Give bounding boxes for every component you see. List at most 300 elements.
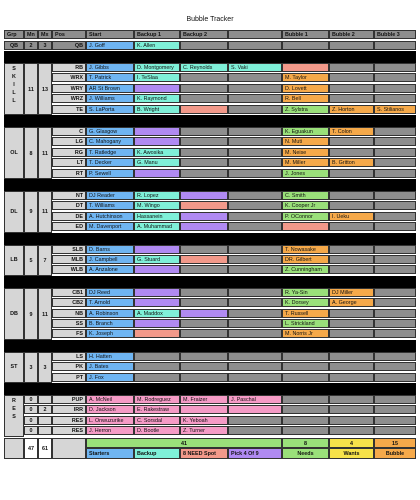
- total-bubble-2[interactable]: 4: [329, 438, 374, 449]
- skill-row-bubble-1[interactable]: Z. Sylstra: [282, 105, 329, 114]
- skill-row-bubble-2[interactable]: [329, 63, 374, 72]
- lb-row-bubble-2[interactable]: [329, 245, 374, 254]
- qb-bubble-2[interactable]: [329, 41, 374, 50]
- st-row-bubble-2[interactable]: [329, 373, 374, 382]
- skill-row-pos[interactable]: WRY: [52, 84, 86, 93]
- header-mn[interactable]: Mn: [24, 30, 38, 39]
- db-row-pos[interactable]: SS: [52, 319, 86, 328]
- skill-row-backup-2[interactable]: [180, 73, 228, 82]
- lb-row-pos[interactable]: MLB: [52, 255, 86, 264]
- db-min[interactable]: 9: [24, 288, 38, 340]
- st-row-backup-3[interactable]: [228, 352, 282, 361]
- total-roster[interactable]: 41: [86, 438, 282, 449]
- dl-max[interactable]: 11: [38, 191, 52, 233]
- ol-row-bubble-1[interactable]: M. Neise: [282, 148, 329, 157]
- ol-row-bubble-3[interactable]: [374, 169, 416, 178]
- st-row-bubble-1[interactable]: [282, 362, 329, 371]
- skill-row-bubble-2[interactable]: [329, 94, 374, 103]
- db-row-bubble-1[interactable]: T. Russell: [282, 309, 329, 318]
- ol-row-backup-1[interactable]: G. Manu: [134, 158, 180, 167]
- lb-row-backup-1[interactable]: G. Stuard: [134, 255, 180, 264]
- total-max[interactable]: 61: [38, 438, 52, 459]
- res-row-start[interactable]: D. Jackson: [86, 405, 134, 414]
- db-row-backup-1[interactable]: [134, 298, 180, 307]
- skill-row-bubble-1[interactable]: M. Taylor: [282, 73, 329, 82]
- lb-row-bubble-3[interactable]: [374, 245, 416, 254]
- header-bubble-2[interactable]: Bubble 2: [329, 30, 374, 39]
- ol-row-bubble-3[interactable]: [374, 158, 416, 167]
- res-group-label: R E S: [12, 398, 16, 420]
- skill-min[interactable]: 11: [24, 63, 38, 115]
- res-row-backup-1[interactable]: D. Bootle: [134, 426, 180, 435]
- db-row-bubble-2[interactable]: DJ Miller: [329, 288, 374, 297]
- db-row-bubble-2[interactable]: A. George: [329, 298, 374, 307]
- dl-row-bubble-1[interactable]: K. Cooper Jr: [282, 201, 329, 210]
- ol-row-bubble-2[interactable]: [329, 169, 374, 178]
- footer-need-spot[interactable]: 8 NEED Spot: [180, 448, 228, 459]
- footer-wants[interactable]: Wants: [329, 448, 374, 459]
- lb-row-bubble-2[interactable]: [329, 255, 374, 264]
- st-row-backup-1[interactable]: [134, 362, 180, 371]
- lb-row-backup-2[interactable]: [180, 265, 228, 274]
- res-row-bubble-1[interactable]: [282, 405, 329, 414]
- skill-row-backup-2[interactable]: [180, 84, 228, 93]
- st-row-start[interactable]: J. Fox: [86, 373, 134, 382]
- dl-row-backup-1[interactable]: M. Wingo: [134, 201, 180, 210]
- skill-row-backup-1[interactable]: [134, 84, 180, 93]
- lb-row-pos[interactable]: SLB: [52, 245, 86, 254]
- db-row-backup-1[interactable]: [134, 319, 180, 328]
- skill-row-backup-2[interactable]: C. Reynolds: [180, 63, 228, 72]
- lb-row-bubble-3[interactable]: [374, 265, 416, 274]
- db-row-start[interactable]: DJ Reed: [86, 288, 134, 297]
- st-row-bubble-3[interactable]: [374, 362, 416, 371]
- res-row-backup-3[interactable]: [228, 416, 282, 425]
- res-row-backup-3[interactable]: [228, 426, 282, 435]
- db-row-pos[interactable]: CB2: [52, 298, 86, 307]
- st-row-pos[interactable]: LS: [52, 352, 86, 361]
- lb-row-bubble-1[interactable]: DR. Gilbert: [282, 255, 329, 264]
- skill-row-start[interactable]: T. Patrick: [86, 73, 134, 82]
- ol-row-pos[interactable]: RG: [52, 148, 86, 157]
- dl-row-start[interactable]: M. Davenport: [86, 222, 134, 231]
- skill-row-backup-2[interactable]: [180, 94, 228, 103]
- total-bubble-1[interactable]: 8: [282, 438, 329, 449]
- skill-row-backup-3[interactable]: [228, 73, 282, 82]
- ol-row-backup-1[interactable]: [134, 137, 180, 146]
- ol-row-bubble-2[interactable]: [329, 137, 374, 146]
- qb-backup-1[interactable]: K. Allen: [134, 41, 180, 50]
- skill-row-backup-1[interactable]: K. Raymond: [134, 94, 180, 103]
- qb-backup-2[interactable]: [180, 41, 228, 50]
- skill-row-bubble-1[interactable]: R. Bell: [282, 94, 329, 103]
- db-row-bubble-3[interactable]: [374, 309, 416, 318]
- st-row-pos[interactable]: PT: [52, 373, 86, 382]
- dl-row-pos[interactable]: NT: [52, 191, 86, 200]
- ol-row-bubble-2[interactable]: [329, 148, 374, 157]
- dl-row-backup-2[interactable]: [180, 191, 228, 200]
- lb-row-bubble-2[interactable]: [329, 265, 374, 274]
- total-min[interactable]: 47: [24, 438, 38, 459]
- res-row-bubble-2[interactable]: [329, 416, 374, 425]
- db-row-backup-3[interactable]: [228, 319, 282, 328]
- dl-row-pos[interactable]: DE: [52, 212, 86, 221]
- section-divider: [4, 276, 416, 288]
- skill-row-start[interactable]: J. Gibbs: [86, 63, 134, 72]
- skill-row-bubble-3[interactable]: [374, 94, 416, 103]
- skill-row-backup-3[interactable]: S. Vaki: [228, 63, 282, 72]
- tracker-sheet: [4, 0, 416, 500]
- total-bubble-3[interactable]: 15: [374, 438, 416, 449]
- ol-row-backup-2[interactable]: [180, 137, 228, 146]
- dl-row-backup-2[interactable]: [180, 212, 228, 221]
- skill-row-start[interactable]: S. LaPorta: [86, 105, 134, 114]
- db-row-bubble-2[interactable]: [329, 319, 374, 328]
- dl-row-start[interactable]: T. Williams: [86, 201, 134, 210]
- ol-row-bubble-1[interactable]: K. Eguakun: [282, 127, 329, 136]
- lb-row-backup-3[interactable]: [228, 265, 282, 274]
- ol-row-backup-1[interactable]: K. Awosika: [134, 148, 180, 157]
- st-row-backup-2[interactable]: [180, 362, 228, 371]
- skill-row-bubble-3[interactable]: [374, 63, 416, 72]
- ol-row-bubble-1[interactable]: N. Muti: [282, 137, 329, 146]
- ol-row-backup-3[interactable]: [228, 148, 282, 157]
- dl-row-backup-3[interactable]: [228, 201, 282, 210]
- res-row-backup-1[interactable]: E. Rakestraw: [134, 405, 180, 414]
- st-min[interactable]: 3: [24, 352, 38, 383]
- skill-row-backup-3[interactable]: [228, 105, 282, 114]
- qb-start[interactable]: J. Goff: [86, 41, 134, 50]
- skill-row-bubble-3[interactable]: [374, 84, 416, 93]
- footer-needs[interactable]: Needs: [282, 448, 329, 459]
- skill-group-label: S K I L L: [12, 66, 16, 104]
- st-row-backup-1[interactable]: [134, 352, 180, 361]
- header-mx[interactable]: Mx: [38, 30, 52, 39]
- qb-bubble-1[interactable]: [282, 41, 329, 50]
- db-row-bubble-3[interactable]: [374, 288, 416, 297]
- skill-row-bubble-1[interactable]: D. Lovett: [282, 84, 329, 93]
- skill-row-backup-2[interactable]: [180, 105, 228, 114]
- lb-row-bubble-1[interactable]: T. Nowasake: [282, 245, 329, 254]
- skill-row-bubble-3[interactable]: [374, 73, 416, 82]
- ol-row-backup-3[interactable]: [228, 158, 282, 167]
- ol-row-pos[interactable]: LT: [52, 158, 86, 167]
- ol-row-pos[interactable]: LG: [52, 137, 86, 146]
- res-row-pos[interactable]: RES: [52, 416, 86, 425]
- lb-row-bubble-1[interactable]: Z. Cunningham: [282, 265, 329, 274]
- db-row-bubble-1[interactable]: L. Strickland: [282, 319, 329, 328]
- res-row-bubble-2[interactable]: [329, 405, 374, 414]
- header-grp[interactable]: Grp: [4, 30, 24, 39]
- res-row-max[interactable]: [38, 416, 52, 425]
- db-row-bubble-1[interactable]: K. Dorsey: [282, 298, 329, 307]
- dl-row-backup-2[interactable]: [180, 201, 228, 210]
- res-row-bubble-1[interactable]: [282, 395, 329, 404]
- ol-row-bubble-3[interactable]: [374, 137, 416, 146]
- st-row-bubble-2[interactable]: [329, 352, 374, 361]
- skill-row-pos[interactable]: TE: [52, 105, 86, 114]
- skill-row-backup-1[interactable]: D. Montgomery: [134, 63, 180, 72]
- lb-row-pos[interactable]: WLB: [52, 265, 86, 274]
- db-row-backup-3[interactable]: [228, 329, 282, 338]
- db-row-bubble-3[interactable]: [374, 298, 416, 307]
- st-row-bubble-3[interactable]: [374, 352, 416, 361]
- skill-row-bubble-3[interactable]: S. Stilianos: [374, 105, 416, 114]
- ol-row-start[interactable]: T. Ratledge: [86, 148, 134, 157]
- ol-row-backup-2[interactable]: [180, 127, 228, 136]
- st-row-backup-2[interactable]: [180, 352, 228, 361]
- dl-row-backup-1[interactable]: Hassanein: [134, 212, 180, 221]
- section-divider: [4, 233, 416, 245]
- ol-row-bubble-1[interactable]: J. Jones: [282, 169, 329, 178]
- ol-row-bubble-1[interactable]: M. Miller: [282, 158, 329, 167]
- totals-blank[interactable]: [4, 438, 24, 459]
- lb-row-start[interactable]: A. Anzalone: [86, 265, 134, 274]
- skill-row-bubble-2[interactable]: Z. Horton: [329, 105, 374, 114]
- ol-row-backup-2[interactable]: [180, 148, 228, 157]
- st-max[interactable]: 3: [38, 352, 52, 383]
- ol-row-backup-3[interactable]: [228, 127, 282, 136]
- db-row-backup-1[interactable]: A. Maddox: [134, 309, 180, 318]
- res-row-min[interactable]: 0: [24, 395, 38, 404]
- res-row-backup-2[interactable]: M. Fraizer: [180, 395, 228, 404]
- section-divider: [4, 115, 416, 127]
- qb-min[interactable]: 2: [24, 41, 38, 50]
- lb-row-backup-2[interactable]: [180, 245, 228, 254]
- st-row-backup-2[interactable]: [180, 373, 228, 382]
- res-row-pos[interactable]: PUP: [52, 395, 86, 404]
- qb-backup-3[interactable]: [228, 41, 282, 50]
- skill-row-bubble-1[interactable]: [282, 63, 329, 72]
- dl-row-bubble-3[interactable]: [374, 191, 416, 200]
- db-max[interactable]: 11: [38, 288, 52, 340]
- footer-bubble[interactable]: Bubble: [374, 448, 416, 459]
- db-row-backup-3[interactable]: [228, 298, 282, 307]
- lb-row-backup-2[interactable]: [180, 255, 228, 264]
- lb-row-start[interactable]: D. Barns: [86, 245, 134, 254]
- dl-row-bubble-2[interactable]: [329, 201, 374, 210]
- db-row-backup-2[interactable]: [180, 288, 228, 297]
- res-row-bubble-1[interactable]: [282, 416, 329, 425]
- dl-row-backup-1[interactable]: A. Muhammad: [134, 222, 180, 231]
- dl-row-bubble-1[interactable]: [282, 222, 329, 231]
- ol-row-start[interactable]: P. Sewell: [86, 169, 134, 178]
- ol-min[interactable]: 8: [24, 127, 38, 179]
- db-row-bubble-1[interactable]: M. Norris Jr: [282, 329, 329, 338]
- res-row-bubble-1[interactable]: [282, 426, 329, 435]
- db-row-backup-3[interactable]: [228, 309, 282, 318]
- lb-row-backup-1[interactable]: [134, 265, 180, 274]
- header-bubble-1[interactable]: Bubble 1: [282, 30, 329, 39]
- lb-max[interactable]: 7: [38, 245, 52, 276]
- db-row-backup-2[interactable]: [180, 309, 228, 318]
- ol-row-bubble-3[interactable]: [374, 148, 416, 157]
- res-row-max[interactable]: 2: [38, 405, 52, 414]
- res-row-max[interactable]: [38, 426, 52, 435]
- st-row-backup-3[interactable]: [228, 373, 282, 382]
- dl-row-backup-3[interactable]: [228, 191, 282, 200]
- skill-row-backup-3[interactable]: [228, 84, 282, 93]
- db-row-backup-1[interactable]: [134, 329, 180, 338]
- ol-row-start[interactable]: T. Decker: [86, 158, 134, 167]
- dl-min[interactable]: 9: [24, 191, 38, 233]
- db-row-bubble-2[interactable]: [329, 309, 374, 318]
- qb-bubble-3[interactable]: [374, 41, 416, 50]
- qb-group[interactable]: QB: [4, 41, 24, 50]
- res-row-bubble-3[interactable]: [374, 405, 416, 414]
- db-row-bubble-3[interactable]: [374, 329, 416, 338]
- skill-max[interactable]: 13: [38, 63, 52, 115]
- dl-row-bubble-2[interactable]: [329, 191, 374, 200]
- ol-row-backup-1[interactable]: [134, 169, 180, 178]
- lb-group-label: LB: [10, 257, 18, 264]
- lb-row-bubble-3[interactable]: [374, 255, 416, 264]
- res-row-backup-2[interactable]: [180, 405, 228, 414]
- lb-row-start[interactable]: J. Campbell: [86, 255, 134, 264]
- dl-row-pos[interactable]: DT: [52, 201, 86, 210]
- lb-min[interactable]: 5: [24, 245, 38, 276]
- st-row-start[interactable]: J. Bates: [86, 362, 134, 371]
- st-row-bubble-1[interactable]: [282, 352, 329, 361]
- res-row-min[interactable]: 0: [24, 426, 38, 435]
- dl-row-backup-2[interactable]: [180, 222, 228, 231]
- skill-row-bubble-2[interactable]: [329, 84, 374, 93]
- header-bubble-3[interactable]: Bubble 3: [374, 30, 416, 39]
- dl-row-backup-1[interactable]: R. Lopez: [134, 191, 180, 200]
- ol-row-bubble-2[interactable]: T. Colon: [329, 127, 374, 136]
- dl-row-start[interactable]: A. Hutchinson: [86, 212, 134, 221]
- db-row-bubble-1[interactable]: R. Ya-Sin: [282, 288, 329, 297]
- st-row-bubble-2[interactable]: [329, 362, 374, 371]
- res-row-pos[interactable]: RES: [52, 426, 86, 435]
- section-divider: [4, 383, 416, 395]
- ol-row-pos[interactable]: RT: [52, 169, 86, 178]
- header-b2[interactable]: Backup 2: [180, 30, 228, 39]
- db-row-backup-3[interactable]: [228, 288, 282, 297]
- st-row-bubble-1[interactable]: [282, 373, 329, 382]
- section-divider: [4, 340, 416, 352]
- skill-row-pos[interactable]: WRZ: [52, 94, 86, 103]
- dl-row-bubble-3[interactable]: [374, 222, 416, 231]
- footer-pick[interactable]: Pick 4 Of 9: [228, 448, 282, 459]
- res-row-pos[interactable]: IRR: [52, 405, 86, 414]
- db-row-backup-2[interactable]: [180, 298, 228, 307]
- ol-row-backup-1[interactable]: [134, 127, 180, 136]
- st-row-backup-1[interactable]: [134, 373, 180, 382]
- st-row-start[interactable]: H. Hatten: [86, 352, 134, 361]
- ol-row-start[interactable]: G. Glasgow: [86, 127, 134, 136]
- ol-max[interactable]: 11: [38, 127, 52, 179]
- ol-row-bubble-2[interactable]: B. Gritton: [329, 158, 374, 167]
- db-row-start[interactable]: A. Robinson: [86, 309, 134, 318]
- skill-row-backup-1[interactable]: I. TeSlaa: [134, 73, 180, 82]
- res-row-bubble-3[interactable]: [374, 395, 416, 404]
- ol-row-bubble-3[interactable]: [374, 127, 416, 136]
- skill-row-backup-1[interactable]: B. Wright: [134, 105, 180, 114]
- db-row-bubble-2[interactable]: [329, 329, 374, 338]
- dl-group-label: DL: [10, 208, 18, 215]
- dl-row-backup-3[interactable]: [228, 222, 282, 231]
- dl-row-bubble-1[interactable]: P. OConnor: [282, 212, 329, 221]
- ol-row-backup-3[interactable]: [228, 137, 282, 146]
- dl-row-bubble-2[interactable]: [329, 222, 374, 231]
- totals-pos[interactable]: [52, 438, 86, 459]
- db-row-pos[interactable]: NB: [52, 309, 86, 318]
- qb-pos[interactable]: QB: [52, 41, 86, 50]
- st-row-pos[interactable]: PK: [52, 362, 86, 371]
- dl-row-bubble-2[interactable]: I. Ueku: [329, 212, 374, 221]
- ol-row-backup-2[interactable]: [180, 169, 228, 178]
- skill-row-pos[interactable]: WRX: [52, 73, 86, 82]
- db-row-start[interactable]: T. Arnold: [86, 298, 134, 307]
- skill-row-bubble-2[interactable]: [329, 73, 374, 82]
- res-row-backup-3[interactable]: J. Paschal: [228, 395, 282, 404]
- header-start[interactable]: Start: [86, 30, 134, 39]
- db-row-backup-2[interactable]: [180, 329, 228, 338]
- dl-row-bubble-1[interactable]: C. Smith: [282, 191, 329, 200]
- ol-row-backup-2[interactable]: [180, 158, 228, 167]
- qb-max[interactable]: 3: [38, 41, 52, 50]
- st-row-backup-3[interactable]: [228, 362, 282, 371]
- res-row-bubble-2[interactable]: [329, 426, 374, 435]
- lb-row-backup-3[interactable]: [228, 245, 282, 254]
- res-row-start[interactable]: J. Herron: [86, 426, 134, 435]
- db-row-backup-2[interactable]: [180, 319, 228, 328]
- res-row-backup-2[interactable]: Z. Turner: [180, 426, 228, 435]
- res-row-backup-2[interactable]: K. Yeboah: [180, 416, 228, 425]
- db-row-backup-1[interactable]: [134, 288, 180, 297]
- db-row-pos[interactable]: FS: [52, 329, 86, 338]
- res-row-backup-3[interactable]: [228, 405, 282, 414]
- ol-row-backup-3[interactable]: [228, 169, 282, 178]
- ol-row-start[interactable]: C. Mahogany: [86, 137, 134, 146]
- st-row-bubble-3[interactable]: [374, 373, 416, 382]
- db-row-bubble-3[interactable]: [374, 319, 416, 328]
- dl-row-pos[interactable]: ED: [52, 222, 86, 231]
- res-row-bubble-2[interactable]: [329, 395, 374, 404]
- st-group-label: ST: [10, 364, 18, 371]
- skill-row-start[interactable]: J. Williams: [86, 94, 134, 103]
- dl-row-backup-3[interactable]: [228, 212, 282, 221]
- skill-row-backup-3[interactable]: [228, 94, 282, 103]
- db-row-start[interactable]: K. Joseph: [86, 329, 134, 338]
- footer-backup[interactable]: Backup: [134, 448, 180, 459]
- dl-row-bubble-3[interactable]: [374, 201, 416, 210]
- skill-row-start[interactable]: AR St Brown: [86, 84, 134, 93]
- dl-row-bubble-3[interactable]: [374, 212, 416, 221]
- header-b1[interactable]: Backup 1: [134, 30, 180, 39]
- lb-row-backup-3[interactable]: [228, 255, 282, 264]
- res-row-start[interactable]: L. Onwuzurike: [86, 416, 134, 425]
- res-row-bubble-3[interactable]: [374, 416, 416, 425]
- db-row-pos[interactable]: CB1: [52, 288, 86, 297]
- lb-row-backup-1[interactable]: [134, 245, 180, 254]
- res-row-start[interactable]: A. McNeil: [86, 395, 134, 404]
- header-empty[interactable]: [228, 30, 282, 39]
- footer-starters[interactable]: Starters: [86, 448, 134, 459]
- res-row-max[interactable]: [38, 395, 52, 404]
- res-row-backup-1[interactable]: M. Rodreguez: [134, 395, 180, 404]
- db-row-start[interactable]: B. Branch: [86, 319, 134, 328]
- dl-row-start[interactable]: DJ Reader: [86, 191, 134, 200]
- ol-row-pos[interactable]: C: [52, 127, 86, 136]
- res-row-backup-1[interactable]: C. Sorsdal: [134, 416, 180, 425]
- res-row-min[interactable]: 0: [24, 405, 38, 414]
- header-pos[interactable]: Pos: [52, 30, 86, 39]
- skill-row-pos[interactable]: RB: [52, 63, 86, 72]
- res-row-min[interactable]: 0: [24, 416, 38, 425]
- res-row-bubble-3[interactable]: [374, 426, 416, 435]
